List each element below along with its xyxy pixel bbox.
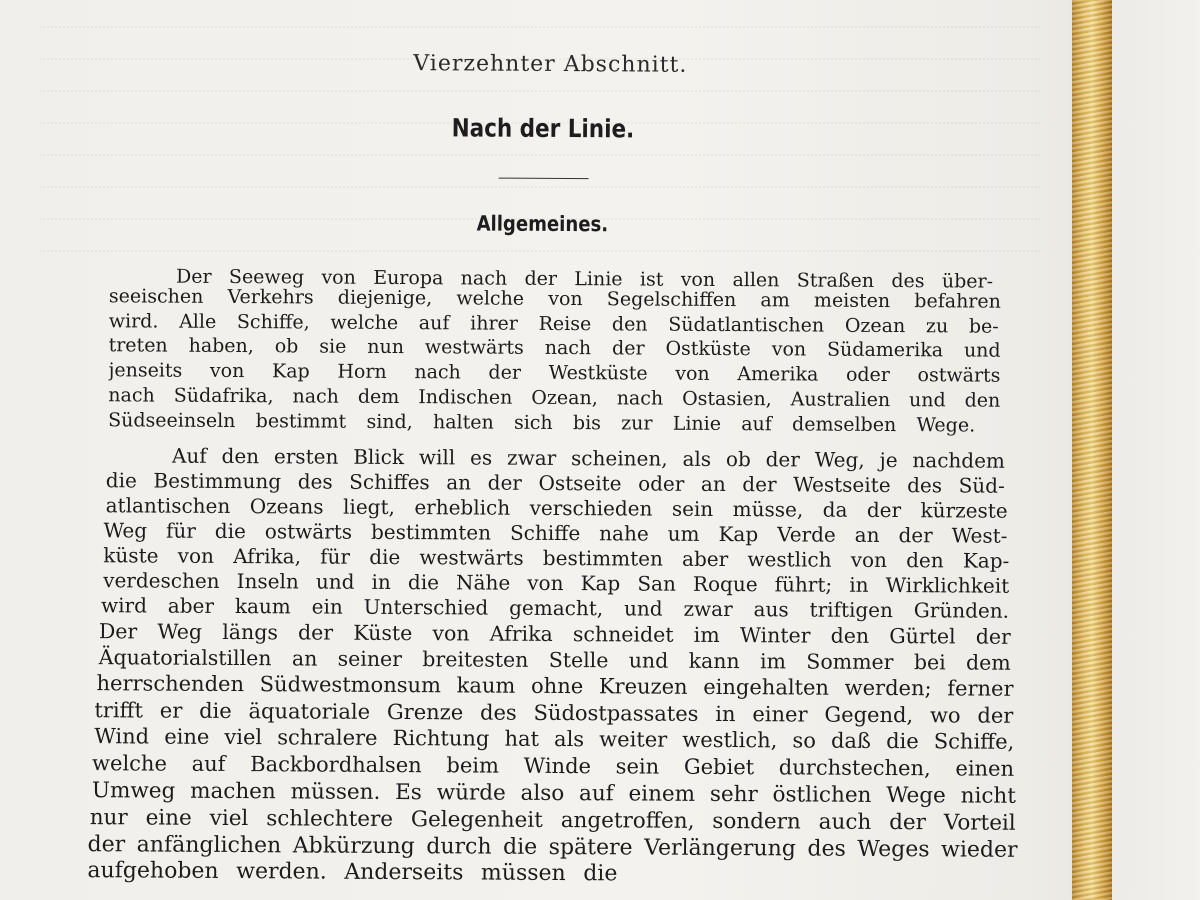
text-line: atlantischen Ozeans liegt, erheblich verschieden sein müsse, da der kürzeste bbox=[105, 493, 1008, 523]
text-line: Südseeinseln bestimmt sind, halten sich bis zur Linie auf demselben Wege. bbox=[108, 409, 976, 437]
text-line: herrschenden Südwestmonsum kaum ohne Kreuzen eingehalten werden; ferner bbox=[96, 671, 1014, 701]
text-line: Wind eine viel schralere Richtung hat als weiter westlich, so daß die Schiffe, bbox=[94, 724, 1015, 754]
body-text bbox=[1, 252, 1101, 887]
text-line: Weg für die ostwärts bestimmten Schiffe nahe um Kap Verde an der West- bbox=[103, 518, 1008, 548]
page-title: Nach der Linie. bbox=[451, 113, 635, 144]
text-line: Der Weg längs der Küste von Afrika schneidet im Winter den Gürtel der bbox=[98, 619, 1011, 649]
text-line: trifft er die äquatoriale Grenze des Südostpassates in einer Gegend, wo der bbox=[94, 698, 1014, 728]
text-line: jenseits von Kap Horn nach der Westküste von Amerika oder ostwärts bbox=[108, 359, 1001, 387]
text-line: wird aber kaum ein Unterschied gemacht, und zwar aus triftigen Gründen. bbox=[100, 593, 1010, 623]
text-line: seeischen Verkehrs diejenige, welche von Segelschiffen am meisten befahren bbox=[108, 285, 1001, 313]
text-line: verdeschen Inseln und in die Nähe von Kap San Roque führt; in Wirklichkeit bbox=[103, 568, 1010, 598]
chapter-heading: Vierzehnter Abschnitt. bbox=[413, 51, 688, 78]
text-line: treten haben, ob sie nun westwärts nach der Ostküste von Südamerika und bbox=[108, 334, 1001, 362]
text-line: welche auf Backbordhalsen beim Winde sein Gebiet durchstechen, einen bbox=[92, 751, 1015, 781]
text-line: nur eine viel schlechtere Gelegenheit angetroffen, sondern auch der Vorteil bbox=[89, 805, 1016, 836]
section-heading: Allgemeines. bbox=[476, 211, 609, 237]
text-line: Äquatorialstillen an seiner breitesten Stelle und kann im Sommer bei dem bbox=[98, 645, 1011, 675]
text-line: wird. Alle Schiffe, welche auf ihrer Reise den Südatlantischen Ozean zu be- bbox=[108, 310, 999, 338]
text-line: Auf den ersten Blick will es zwar scheinen, als ob der Weg, je nachdem bbox=[171, 443, 1006, 473]
text-line: aufgehoben werden. Anderseits müssen die bbox=[87, 858, 618, 887]
text-line: Der Seeweg von Europa nach der Linie ist von allen Straßen des über- bbox=[175, 265, 994, 293]
text-line: Umweg machen müssen. Es würde also auf einem sehr östlichen Wege nicht bbox=[91, 778, 1016, 809]
facing-page-edge bbox=[1112, 0, 1200, 900]
text-line: die Bestimmung des Schiffes an der Ostseite oder an der Westseite des Süd- bbox=[105, 468, 1005, 498]
title-divider bbox=[499, 178, 589, 180]
bookmark-ribbon bbox=[1072, 0, 1112, 900]
text-line: nach Südafrika, nach dem Indischen Ozean, nach Ostasien, Australien und den bbox=[108, 384, 1001, 412]
text-line: küste von Afrika, für die westwärts bestimmten aber westlich von den Kap- bbox=[103, 543, 1010, 573]
text-line: der anfänglichen Abkürzung durch die spätere Verlängerung des Weges wieder bbox=[87, 832, 1018, 863]
